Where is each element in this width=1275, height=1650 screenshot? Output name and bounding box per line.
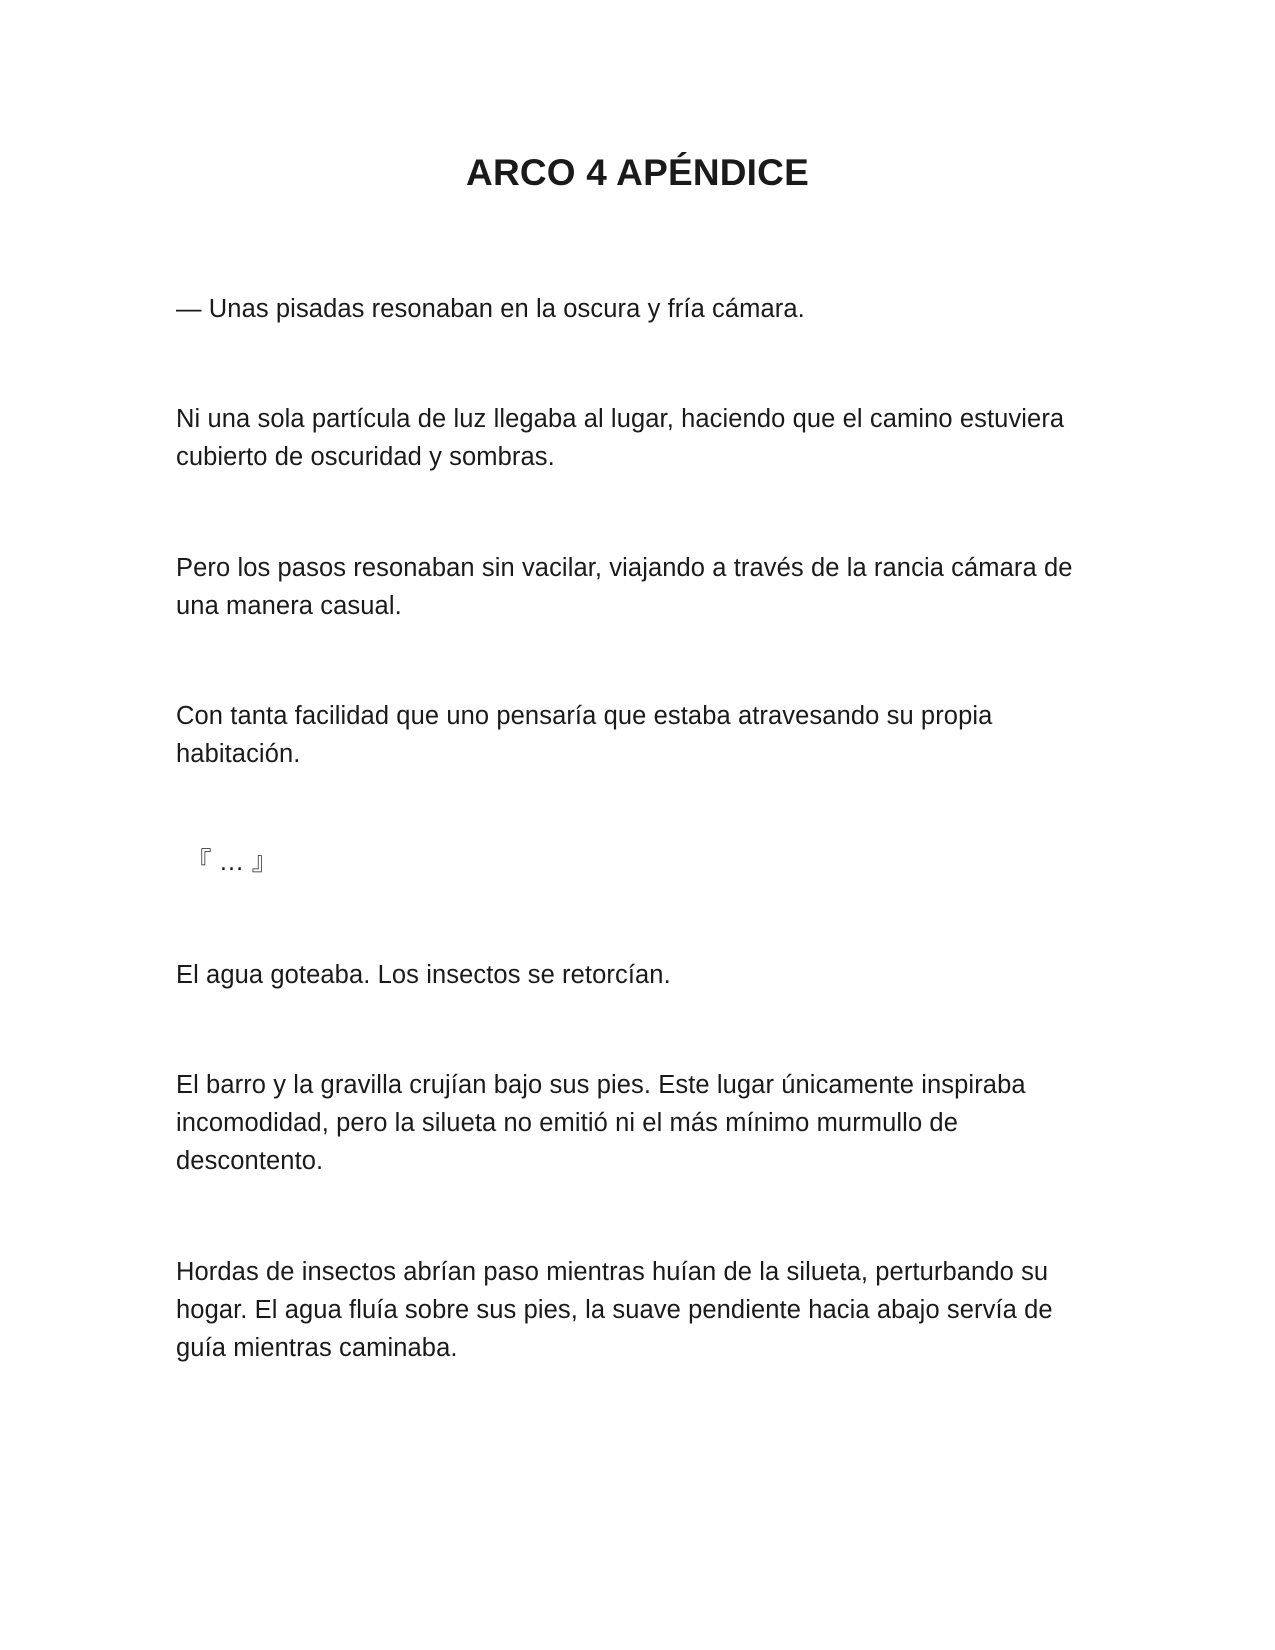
page-title: ARCO 4 APÉNDICE xyxy=(466,152,809,193)
paragraph-mud-gravel: El barro y la gravilla crujían bajo sus pies. Este lugar únicamente inspiraba incomodidad, pero la silueta no emitió ni el más mínimo murmullo de descontento. xyxy=(176,1071,1026,1175)
paragraph-no-light: Ni una sola partícula de luz llegaba al lugar, haciendo que el camino estuviera cubierto de oscuridad y sombras. xyxy=(176,405,1065,471)
paragraph-ellipsis-dialogue: 『 … 』 xyxy=(186,848,278,876)
paragraph-water-drips: El agua goteaba. Los insectos se retorcían. xyxy=(176,961,671,989)
paragraph-ease: Con tanta facilidad que uno pensaría que estaba atravesando su propia habitación. xyxy=(176,702,993,768)
paragraph-footsteps: — Unas pisadas resonaban en la oscura y fría cámara. xyxy=(176,295,805,323)
paragraph-insect-hordes: Hordas de insectos abrían paso mientras huían de la silueta, perturbando su hogar. El agua fluía sobre sus pies, la suave pendiente hacia abajo servía de guía mientras caminaba. xyxy=(176,1258,1053,1362)
paragraph-steps-echo: Pero los pasos resonaban sin vacilar, viajando a través de la rancia cámara de una manera casual. xyxy=(176,554,1073,620)
